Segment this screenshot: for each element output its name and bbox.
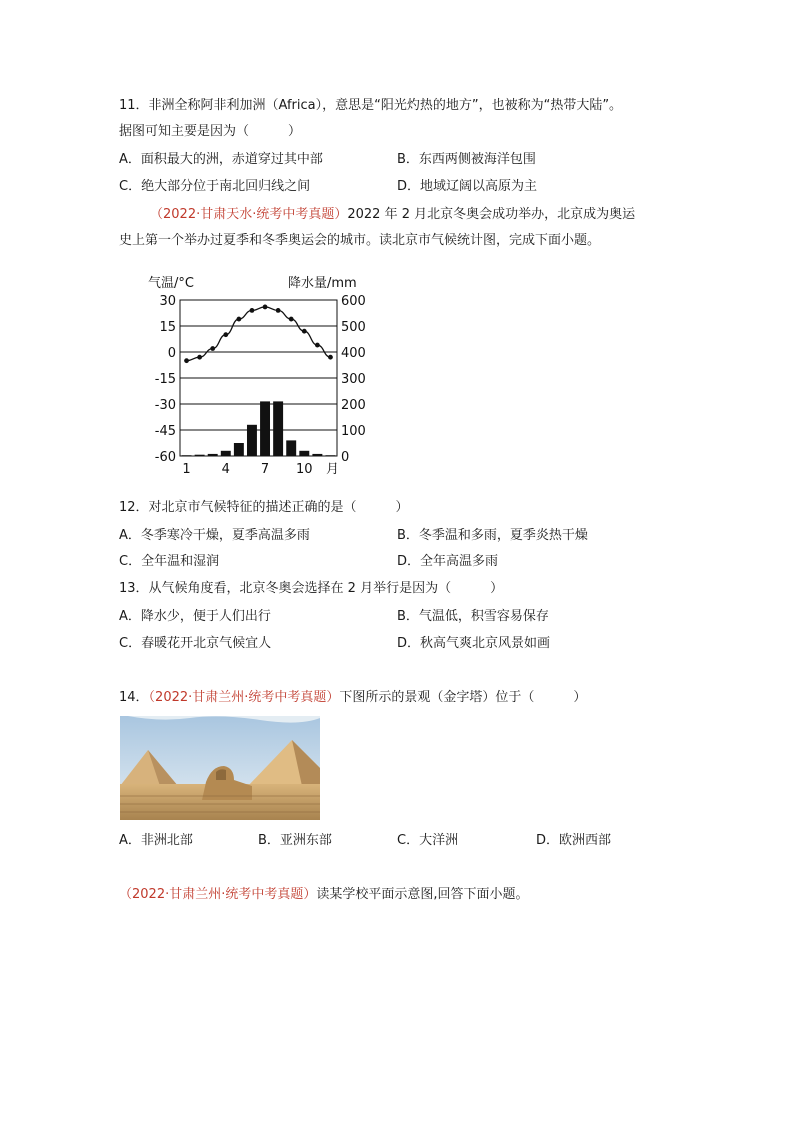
q13-stem: 13．从气候角度看，北京冬奥会选择在 2 月举行是因为（ ） [119,581,504,596]
chart-x-tick: 1 [182,462,191,477]
temperature-point [184,358,189,363]
chart-right-tick: 300 [341,372,366,387]
intro12-source: （2022·甘肃天水·统考中考真题） [150,207,348,222]
chart-temperature-line [184,305,333,364]
precipitation-bar [247,425,257,456]
temperature-point [289,317,294,322]
temperature-point [276,308,281,313]
temperature-point [302,329,307,334]
precipitation-bar [208,454,218,456]
chart-right-tick: 500 [341,320,366,335]
intro15-source: （2022·甘肃兰州·统考中考真题） [119,887,317,902]
q11-option-a: A．面积最大的洲，赤道穿过其中部 [119,152,323,167]
chart-x-axis-label: 月 [326,462,340,477]
chart-left-tick: 0 [167,346,176,361]
q14-source: （2022·甘肃兰州·统考中考真题） [148,690,340,705]
chart-left-tick: -45 [154,424,176,439]
q14-option-a: A．非洲北部 [119,833,193,848]
intro15-line [119,886,529,904]
chart-right-tick: 600 [341,294,366,309]
temperature-point [328,355,333,360]
precipitation-bar [234,443,244,456]
temperature-point [315,343,320,348]
temperature-point [263,305,268,310]
q13-option-b: B．气温低，积雪容易保存 [397,609,549,624]
q14-option-d: D．欧洲西部 [536,833,612,848]
q12-option-d: D．全年高温多雨 [397,554,499,569]
precipitation-bar [286,440,296,456]
chart-right-axis-label: 降水量/mm [288,276,357,291]
chart-left-tick: -15 [154,372,176,387]
precipitation-bar [260,401,270,456]
chart-left-tick: 30 [159,294,176,309]
q11-option-b: B．东西两侧被海洋包围 [397,152,536,167]
q14-text: 下图所示的景观（金字塔）位于（ ） [339,690,587,705]
chart-x-tick: 7 [260,462,270,477]
q12-option-b: B．冬季温和多雨，夏季炎热干燥 [397,528,588,543]
precipitation-bar [312,454,322,456]
chart-x-tick: 10 [296,462,313,477]
pyramid-sphinx-photo [120,716,320,820]
q13-option-d: D．秋高气爽北京风景如画 [397,636,551,651]
chart-grid [180,300,337,456]
q14-stem [119,689,586,707]
intro12-line2: 史上第一个举办过夏季和冬季奥运会的城市。读北京市气候统计图，完成下面小题。 [119,233,601,248]
chart-right-tick: 100 [341,424,366,439]
q14-number: 14． [119,690,149,705]
q11-stem-line2: 据图可知主要是因为（ ） [119,124,302,139]
q13-option-c: C．春暖花开北京气候宜人 [119,636,272,651]
intro12-text1: 2022 年 2 月北京冬奥会成功举办，北京成为奥运 [347,207,636,222]
chart-right-tick: 0 [341,450,350,465]
chart-right-tick: 200 [341,398,366,413]
temperature-point [210,346,215,351]
q12-option-a: A．冬季寒冷干燥，夏季高温多雨 [119,528,310,543]
precipitation-bar [221,451,231,456]
precipitation-bar [325,455,335,456]
temperature-point [223,332,228,337]
chart-precipitation-bars [182,401,336,456]
temperature-point [197,355,202,360]
beijing-climate-chart [140,268,380,480]
precipitation-bar [195,455,205,456]
precipitation-bar [299,451,309,456]
q14-option-c: C．大洋洲 [397,833,459,848]
intro15-text: 读某学校平面示意图,回答下面小题。 [316,887,529,902]
q12-option-c: C．全年温和湿润 [119,554,220,569]
q11-option-c: C．绝大部分位于南北回归线之间 [119,179,311,194]
q12-stem: 12．对北京市气候特征的描述正确的是（ ） [119,500,409,515]
temperature-point [236,317,241,322]
precipitation-bar [273,401,283,456]
chart-right-tick: 400 [341,346,366,361]
q11-option-d: D．地域辽阔以高原为主 [397,179,538,194]
chart-left-tick: -60 [154,450,176,465]
intro12-line1 [150,206,635,224]
q11-stem-line1: 11．非洲全称阿非利加洲（Africa），意思是“阳光灼热的地方”，也被称为“热带大陆”。 [119,98,623,113]
q13-option-a: A．降水少，便于人们出行 [119,609,271,624]
precipitation-bar [182,455,192,456]
chart-left-axis-label: 气温/°C [148,276,194,291]
q14-option-b: B．亚洲东部 [258,833,332,848]
chart-left-tick: -30 [154,398,176,413]
chart-left-tick: 15 [159,320,176,335]
temperature-point [250,308,255,313]
temperature-curve [187,307,331,361]
chart-x-tick: 4 [221,462,230,477]
